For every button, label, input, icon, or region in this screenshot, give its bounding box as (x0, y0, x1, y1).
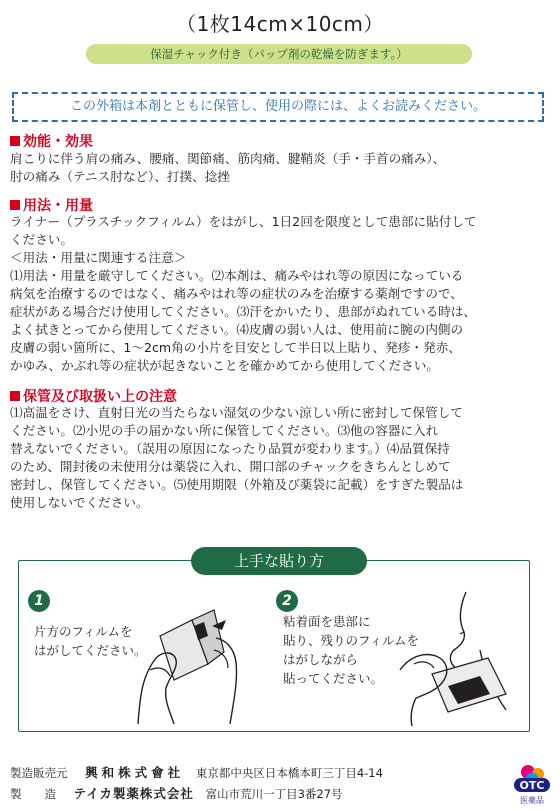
manufacturer-line: 製 造 テイカ製薬株式会社 富山市荒川一丁目3番27号 (10, 786, 343, 801)
size-label: （1枚14cm×10cm） (176, 12, 384, 36)
how-to-apply-title: 上手な貼り方 (191, 547, 367, 575)
otc-badge-icon (506, 758, 554, 806)
step-1-number: 1 (28, 590, 50, 612)
storage-heading: 保管及び取扱い上の注意 (10, 386, 177, 406)
zipper-note-badge: 保湿チャック付き（パップ剤の乾燥を防ぎます。） (86, 44, 472, 64)
step-2-number: 2 (276, 590, 298, 612)
apply-patch-illustration (396, 590, 524, 728)
red-square-icon (10, 200, 20, 210)
usage-heading: 用法・用量 (10, 195, 93, 215)
efficacy-heading: 効能・効果 (10, 131, 93, 151)
step-2-text: 粘着面を患部に 貼り、残りのフィルムを はがしながら 貼ってください。 (283, 614, 420, 686)
efficacy-text: 肩こりに伴う肩の痛み、腰痛、関節痛、筋肉痛、腱鞘炎（手・手首の痛み）、 肘の痛み（テニス肘など）、打撲、捻挫 (10, 151, 446, 184)
red-square-icon (10, 391, 20, 401)
read-carefully-notice: この外箱は本剤とともに保管し、使用の際には、よくお読みください。 (12, 92, 544, 122)
peel-film-illustration (130, 596, 250, 726)
usage-text: ライナー（プラスチックフィルム）をはがし、1日2回を限度として患部に貼付して ください。 ＜用法・用量に関連する注意＞ ⑴用法・用量を厳守してください。⑵本剤は、痛みやはれ等の原因になっている 病気を治療するのではなく、痛みやはれ等の症状のみを治療する薬剤ですので、 症状がある場合だけ使用してください。⑶汗をかいたり、患部がぬれている時は、 よく拭きとってから使用してください。⑷皮膚の弱い人は、使用前に腕の内側の 皮膚の弱い箇所に、1～2cm角の小片を目安として半日以上貼り、発疹・発赤、 かゆみ、かぶれ等の症状が起きないことを確かめてから使用してください。 (10, 214, 477, 373)
red-square-icon (10, 136, 20, 146)
step-1-text: 片方のフィルムを はがしてください。 (34, 624, 147, 658)
storage-text: ⑴高温をさけ、直射日光の当たらない湿気の少ない涼しい所に密封して保管して ください。⑵小児の手の届かない所に保管してください。⑶他の容器に入れ 替えないでください。（誤用の原因になったり品質が変わります。）⑷品質保持 のため、開封後の未使用分は薬袋に入れ、開口部のチャックをきちんとしめて 密封し、保管してください。⑸使用期限（外箱及び薬袋に記載）をすぎた製品は 使用しないでください。 (10, 405, 464, 510)
svg-text:医薬品: 医薬品 (520, 796, 544, 805)
svg-text:OTC: OTC (519, 779, 545, 792)
manufacturer-seller-line: 製造販売元 興和株式會社 東京都中央区日本橋本町三丁目4-14 (10, 765, 383, 780)
